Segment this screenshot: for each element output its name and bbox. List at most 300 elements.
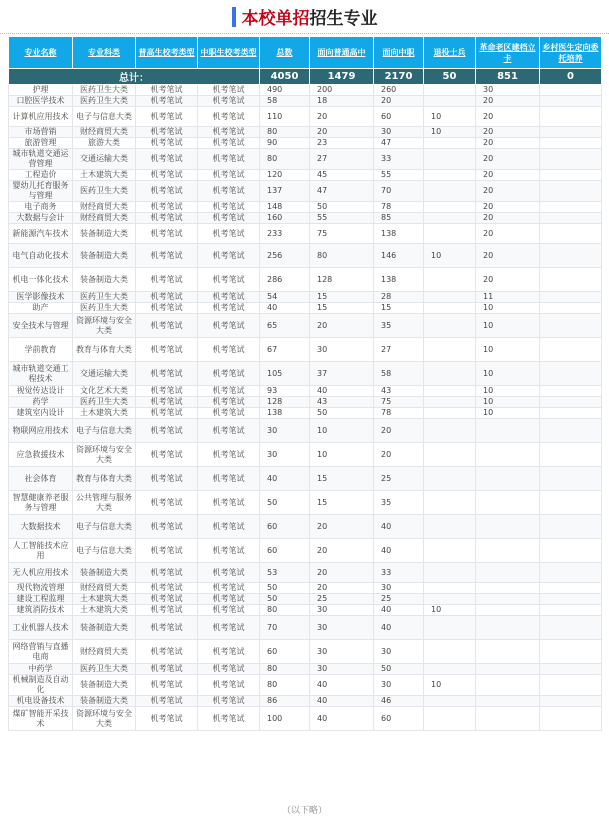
cell-total: 60	[260, 539, 310, 563]
cell-category: 装备制造大类	[73, 224, 136, 244]
cell-rural-doctor	[540, 397, 602, 408]
table-row	[9, 419, 602, 443]
cell-old-revolutionary	[476, 443, 540, 467]
cell-total: 40	[260, 467, 310, 491]
cell-voc-exam-type: 机考笔试	[198, 515, 260, 539]
cell-highschool: 40	[310, 707, 374, 731]
cell-major-name: 工程造价	[9, 170, 73, 181]
cell-category: 财经商贸大类	[73, 640, 136, 664]
cell-voc-exam-type: 机考笔试	[198, 181, 260, 202]
cell-category: 资源环境与安全大类	[73, 707, 136, 731]
cell-hs-exam-type: 机考笔试	[136, 107, 198, 127]
cell-voc-exam-type: 机考笔试	[198, 386, 260, 397]
cell-highschool: 200	[310, 85, 374, 96]
total-old-revolutionary: 851	[476, 69, 540, 85]
cell-major-name: 护理	[9, 85, 73, 96]
cell-vocational: 20	[374, 419, 424, 443]
table-row	[9, 149, 602, 170]
cell-veterans	[424, 386, 476, 397]
total-sum: 4050	[260, 69, 310, 85]
cell-vocational: 50	[374, 664, 424, 675]
cell-highschool: 75	[310, 224, 374, 244]
total-veterans: 50	[424, 69, 476, 85]
header-col-category: 专业科类	[73, 37, 136, 69]
cell-major-name: 机电设备技术	[9, 696, 73, 707]
cell-voc-exam-type: 机考笔试	[198, 675, 260, 696]
table-row	[9, 96, 602, 107]
cell-rural-doctor	[540, 696, 602, 707]
cell-hs-exam-type: 机考笔试	[136, 85, 198, 96]
cell-rural-doctor	[540, 85, 602, 96]
cell-highschool: 18	[310, 96, 374, 107]
cell-rural-doctor	[540, 268, 602, 292]
cell-total: 90	[260, 138, 310, 149]
cell-veterans	[424, 696, 476, 707]
cell-highschool: 10	[310, 443, 374, 467]
cell-old-revolutionary: 20	[476, 96, 540, 107]
cell-veterans	[424, 170, 476, 181]
cell-old-revolutionary: 10	[476, 362, 540, 386]
cell-hs-exam-type: 机考笔试	[136, 664, 198, 675]
cell-voc-exam-type: 机考笔试	[198, 467, 260, 491]
cell-rural-doctor	[540, 491, 602, 515]
cell-voc-exam-type: 机考笔试	[198, 292, 260, 303]
cell-old-revolutionary: 10	[476, 314, 540, 338]
header-col-highschool: 面向普通高中	[310, 37, 374, 69]
cell-old-revolutionary	[476, 491, 540, 515]
cell-veterans	[424, 224, 476, 244]
cell-rural-doctor	[540, 138, 602, 149]
cell-rural-doctor	[540, 605, 602, 616]
cell-voc-exam-type: 机考笔试	[198, 362, 260, 386]
cell-rural-doctor	[540, 467, 602, 491]
cell-major-name: 城市轨道交通工程技术	[9, 362, 73, 386]
cell-category: 装备制造大类	[73, 616, 136, 640]
cell-vocational: 138	[374, 268, 424, 292]
cell-voc-exam-type: 机考笔试	[198, 85, 260, 96]
cell-veterans: 10	[424, 605, 476, 616]
cell-hs-exam-type: 机考笔试	[136, 443, 198, 467]
cell-highschool: 40	[310, 386, 374, 397]
cell-major-name: 新能源汽车技术	[9, 224, 73, 244]
cell-category: 土木建筑大类	[73, 408, 136, 419]
cell-hs-exam-type: 机考笔试	[136, 594, 198, 605]
cell-total: 80	[260, 664, 310, 675]
table-row	[9, 362, 602, 386]
cell-total: 86	[260, 696, 310, 707]
cell-old-revolutionary: 30	[476, 85, 540, 96]
cell-veterans	[424, 408, 476, 419]
cell-total: 50	[260, 491, 310, 515]
cell-total: 60	[260, 515, 310, 539]
cell-hs-exam-type: 机考笔试	[136, 491, 198, 515]
cell-veterans	[424, 616, 476, 640]
cell-category: 旅游大类	[73, 138, 136, 149]
footer-note: （以下略）	[281, 806, 327, 816]
cell-hs-exam-type: 机考笔试	[136, 244, 198, 268]
cell-hs-exam-type: 机考笔试	[136, 583, 198, 594]
cell-vocational: 40	[374, 515, 424, 539]
cell-total: 70	[260, 616, 310, 640]
cell-veterans	[424, 583, 476, 594]
cell-category: 医药卫生大类	[73, 85, 136, 96]
cell-vocational: 25	[374, 467, 424, 491]
cell-hs-exam-type: 机考笔试	[136, 268, 198, 292]
cell-voc-exam-type: 机考笔试	[198, 96, 260, 107]
cell-major-name: 智慧健康养老服务与管理	[9, 491, 73, 515]
cell-rural-doctor	[540, 96, 602, 107]
cell-veterans	[424, 443, 476, 467]
cell-vocational: 28	[374, 292, 424, 303]
cell-vocational: 78	[374, 202, 424, 213]
cell-voc-exam-type: 机考笔试	[198, 149, 260, 170]
cell-total: 80	[260, 605, 310, 616]
cell-category: 交通运输大类	[73, 362, 136, 386]
cell-major-name: 应急救援技术	[9, 443, 73, 467]
cell-hs-exam-type: 机考笔试	[136, 338, 198, 362]
cell-veterans: 10	[424, 244, 476, 268]
cell-veterans	[424, 202, 476, 213]
cell-total: 54	[260, 292, 310, 303]
cell-highschool: 20	[310, 314, 374, 338]
header-col-rural-doctor: 乡村医生定向委托培养	[540, 37, 602, 69]
table-row	[9, 675, 602, 696]
cell-hs-exam-type: 机考笔试	[136, 616, 198, 640]
cell-vocational: 33	[374, 149, 424, 170]
cell-hs-exam-type: 机考笔试	[136, 696, 198, 707]
cell-veterans	[424, 664, 476, 675]
cell-highschool: 30	[310, 640, 374, 664]
table-row	[9, 224, 602, 244]
cell-old-revolutionary	[476, 419, 540, 443]
cell-highschool: 20	[310, 583, 374, 594]
cell-old-revolutionary	[476, 539, 540, 563]
cell-old-revolutionary: 20	[476, 181, 540, 202]
cell-total: 233	[260, 224, 310, 244]
table-row	[9, 616, 602, 640]
cell-total: 58	[260, 96, 310, 107]
header-col-old-revolutionary: 革命老区建档立卡	[476, 37, 540, 69]
cell-major-name: 城市轨道交通运营管理	[9, 149, 73, 170]
cell-major-name: 旅游管理	[9, 138, 73, 149]
cell-veterans	[424, 149, 476, 170]
cell-voc-exam-type: 机考笔试	[198, 397, 260, 408]
cell-veterans: 10	[424, 675, 476, 696]
cell-old-revolutionary	[476, 563, 540, 583]
cell-rural-doctor	[540, 213, 602, 224]
cell-old-revolutionary: 10	[476, 338, 540, 362]
page-title	[0, 0, 609, 34]
cell-rural-doctor	[540, 181, 602, 202]
cell-highschool: 20	[310, 539, 374, 563]
cell-hs-exam-type: 机考笔试	[136, 292, 198, 303]
header-col-voc-exam: 中职生校考类型	[198, 37, 260, 69]
cell-vocational: 30	[374, 583, 424, 594]
cell-total: 93	[260, 386, 310, 397]
cell-old-revolutionary	[476, 675, 540, 696]
cell-vocational: 27	[374, 338, 424, 362]
cell-vocational: 33	[374, 563, 424, 583]
cell-rural-doctor	[540, 563, 602, 583]
cell-major-name: 网络营销与直播电商	[9, 640, 73, 664]
cell-category: 装备制造大类	[73, 563, 136, 583]
header-col-veterans: 退役士兵	[424, 37, 476, 69]
table-row	[9, 170, 602, 181]
cell-total: 50	[260, 583, 310, 594]
cell-rural-doctor	[540, 640, 602, 664]
table-row	[9, 107, 602, 127]
cell-hs-exam-type: 机考笔试	[136, 224, 198, 244]
cell-hs-exam-type: 机考笔试	[136, 213, 198, 224]
cell-hs-exam-type: 机考笔试	[136, 96, 198, 107]
table-row	[9, 408, 602, 419]
cell-rural-doctor	[540, 675, 602, 696]
cell-vocational: 60	[374, 707, 424, 731]
cell-voc-exam-type: 机考笔试	[198, 138, 260, 149]
cell-total: 30	[260, 419, 310, 443]
cell-hs-exam-type: 机考笔试	[136, 314, 198, 338]
table-row	[9, 268, 602, 292]
cell-category: 电子与信息大类	[73, 419, 136, 443]
cell-highschool: 128	[310, 268, 374, 292]
table-row	[9, 696, 602, 707]
cell-major-name: 婴幼儿托育服务与管理	[9, 181, 73, 202]
cell-old-revolutionary: 20	[476, 138, 540, 149]
cell-old-revolutionary: 10	[476, 408, 540, 419]
cell-category: 医药卫生大类	[73, 181, 136, 202]
cell-voc-exam-type: 机考笔试	[198, 419, 260, 443]
cell-rural-doctor	[540, 583, 602, 594]
cell-category: 财经商贸大类	[73, 583, 136, 594]
cell-vocational: 260	[374, 85, 424, 96]
cell-hs-exam-type: 机考笔试	[136, 127, 198, 138]
cell-voc-exam-type: 机考笔试	[198, 408, 260, 419]
cell-veterans	[424, 397, 476, 408]
cell-rural-doctor	[540, 202, 602, 213]
cell-rural-doctor	[540, 292, 602, 303]
cell-category: 装备制造大类	[73, 675, 136, 696]
cell-highschool: 15	[310, 491, 374, 515]
cell-highschool: 20	[310, 563, 374, 583]
cell-total: 53	[260, 563, 310, 583]
cell-voc-exam-type: 机考笔试	[198, 268, 260, 292]
cell-highschool: 30	[310, 616, 374, 640]
cell-veterans	[424, 314, 476, 338]
cell-total: 110	[260, 107, 310, 127]
cell-vocational: 40	[374, 616, 424, 640]
title-highlight: 本校单招	[241, 9, 310, 29]
cell-highschool: 45	[310, 170, 374, 181]
cell-hs-exam-type: 机考笔试	[136, 675, 198, 696]
cell-rural-doctor	[540, 419, 602, 443]
cell-category: 财经商贸大类	[73, 213, 136, 224]
cell-total: 490	[260, 85, 310, 96]
cell-major-name: 建设工程监理	[9, 594, 73, 605]
cell-old-revolutionary: 20	[476, 127, 540, 138]
cell-highschool: 30	[310, 664, 374, 675]
cell-voc-exam-type: 机考笔试	[198, 338, 260, 362]
cell-category: 电子与信息大类	[73, 515, 136, 539]
cell-voc-exam-type: 机考笔试	[198, 314, 260, 338]
cell-voc-exam-type: 机考笔试	[198, 583, 260, 594]
cell-old-revolutionary: 10	[476, 303, 540, 314]
cell-rural-doctor	[540, 515, 602, 539]
title-accent-bar	[232, 7, 236, 27]
cell-voc-exam-type: 机考笔试	[198, 244, 260, 268]
total-vocational: 2170	[374, 69, 424, 85]
cell-voc-exam-type: 机考笔试	[198, 491, 260, 515]
cell-vocational: 30	[374, 127, 424, 138]
table-row	[9, 303, 602, 314]
cell-category: 医药卫生大类	[73, 292, 136, 303]
cell-rural-doctor	[540, 127, 602, 138]
cell-old-revolutionary	[476, 515, 540, 539]
cell-old-revolutionary	[476, 640, 540, 664]
cell-category: 医药卫生大类	[73, 664, 136, 675]
cell-total: 50	[260, 594, 310, 605]
table-row	[9, 605, 602, 616]
cell-highschool: 23	[310, 138, 374, 149]
cell-major-name: 现代物流管理	[9, 583, 73, 594]
cell-major-name: 物联网应用技术	[9, 419, 73, 443]
cell-old-revolutionary	[476, 467, 540, 491]
cell-highschool: 10	[310, 419, 374, 443]
cell-vocational: 75	[374, 397, 424, 408]
cell-veterans	[424, 181, 476, 202]
cell-veterans	[424, 594, 476, 605]
cell-highschool: 20	[310, 515, 374, 539]
cell-hs-exam-type: 机考笔试	[136, 515, 198, 539]
table-row	[9, 664, 602, 675]
cell-hs-exam-type: 机考笔试	[136, 181, 198, 202]
cell-category: 土木建筑大类	[73, 594, 136, 605]
cell-major-name: 市场营销	[9, 127, 73, 138]
cell-vocational: 35	[374, 491, 424, 515]
cell-rural-doctor	[540, 303, 602, 314]
total-row	[9, 69, 602, 85]
cell-old-revolutionary	[476, 707, 540, 731]
cell-hs-exam-type: 机考笔试	[136, 362, 198, 386]
majors-table	[8, 36, 602, 731]
cell-category: 土木建筑大类	[73, 605, 136, 616]
cell-rural-doctor	[540, 443, 602, 467]
cell-rural-doctor	[540, 224, 602, 244]
cell-hs-exam-type: 机考笔试	[136, 170, 198, 181]
cell-rural-doctor	[540, 539, 602, 563]
cell-old-revolutionary	[476, 616, 540, 640]
cell-old-revolutionary	[476, 605, 540, 616]
table-row	[9, 397, 602, 408]
table-row	[9, 314, 602, 338]
cell-old-revolutionary: 11	[476, 292, 540, 303]
cell-major-name: 建筑室内设计	[9, 408, 73, 419]
cell-total: 80	[260, 149, 310, 170]
cell-hs-exam-type: 机考笔试	[136, 149, 198, 170]
cell-highschool: 55	[310, 213, 374, 224]
header-col-major-name: 专业名称	[9, 37, 73, 69]
cell-veterans	[424, 467, 476, 491]
cell-veterans	[424, 292, 476, 303]
table-row	[9, 181, 602, 202]
cell-major-name: 口腔医学技术	[9, 96, 73, 107]
cell-category: 资源环境与安全大类	[73, 443, 136, 467]
total-label: 总计：	[9, 69, 260, 85]
table-row	[9, 467, 602, 491]
cell-rural-doctor	[540, 314, 602, 338]
table-row	[9, 202, 602, 213]
cell-category: 教育与体育大类	[73, 338, 136, 362]
cell-total: 80	[260, 675, 310, 696]
table-row	[9, 213, 602, 224]
cell-hs-exam-type: 机考笔试	[136, 202, 198, 213]
cell-vocational: 138	[374, 224, 424, 244]
cell-vocational: 20	[374, 443, 424, 467]
cell-vocational: 85	[374, 213, 424, 224]
cell-major-name: 学前教育	[9, 338, 73, 362]
cell-highschool: 30	[310, 605, 374, 616]
cell-veterans	[424, 707, 476, 731]
cell-old-revolutionary: 10	[476, 386, 540, 397]
cell-vocational: 55	[374, 170, 424, 181]
cell-voc-exam-type: 机考笔试	[198, 170, 260, 181]
cell-highschool: 80	[310, 244, 374, 268]
cell-total: 148	[260, 202, 310, 213]
cell-voc-exam-type: 机考笔试	[198, 605, 260, 616]
cell-rural-doctor	[540, 244, 602, 268]
cell-highschool: 27	[310, 149, 374, 170]
cell-voc-exam-type: 机考笔试	[198, 707, 260, 731]
cell-hs-exam-type: 机考笔试	[136, 605, 198, 616]
cell-highschool: 30	[310, 338, 374, 362]
cell-voc-exam-type: 机考笔试	[198, 539, 260, 563]
cell-old-revolutionary	[476, 696, 540, 707]
table-row	[9, 563, 602, 583]
cell-vocational: 43	[374, 386, 424, 397]
cell-rural-doctor	[540, 386, 602, 397]
cell-total: 40	[260, 303, 310, 314]
cell-total: 256	[260, 244, 310, 268]
table-row	[9, 491, 602, 515]
cell-old-revolutionary: 20	[476, 107, 540, 127]
cell-major-name: 机电一体化技术	[9, 268, 73, 292]
table-row	[9, 127, 602, 138]
cell-vocational: 46	[374, 696, 424, 707]
cell-major-name: 电气自动化技术	[9, 244, 73, 268]
total-highschool: 1479	[310, 69, 374, 85]
cell-veterans	[424, 96, 476, 107]
cell-vocational: 40	[374, 605, 424, 616]
cell-veterans: 10	[424, 107, 476, 127]
cell-voc-exam-type: 机考笔试	[198, 594, 260, 605]
cell-hs-exam-type: 机考笔试	[136, 303, 198, 314]
cell-vocational: 25	[374, 594, 424, 605]
cell-total: 65	[260, 314, 310, 338]
cell-voc-exam-type: 机考笔试	[198, 640, 260, 664]
table-row	[9, 292, 602, 303]
cell-veterans	[424, 138, 476, 149]
cell-major-name: 安全技术与管理	[9, 314, 73, 338]
cell-highschool: 25	[310, 594, 374, 605]
cell-major-name: 电子商务	[9, 202, 73, 213]
cell-total: 128	[260, 397, 310, 408]
cell-highschool: 15	[310, 292, 374, 303]
cell-hs-exam-type: 机考笔试	[136, 386, 198, 397]
cell-voc-exam-type: 机考笔试	[198, 664, 260, 675]
cell-highschool: 40	[310, 675, 374, 696]
cell-vocational: 30	[374, 675, 424, 696]
table-row	[9, 244, 602, 268]
cell-category: 装备制造大类	[73, 268, 136, 292]
